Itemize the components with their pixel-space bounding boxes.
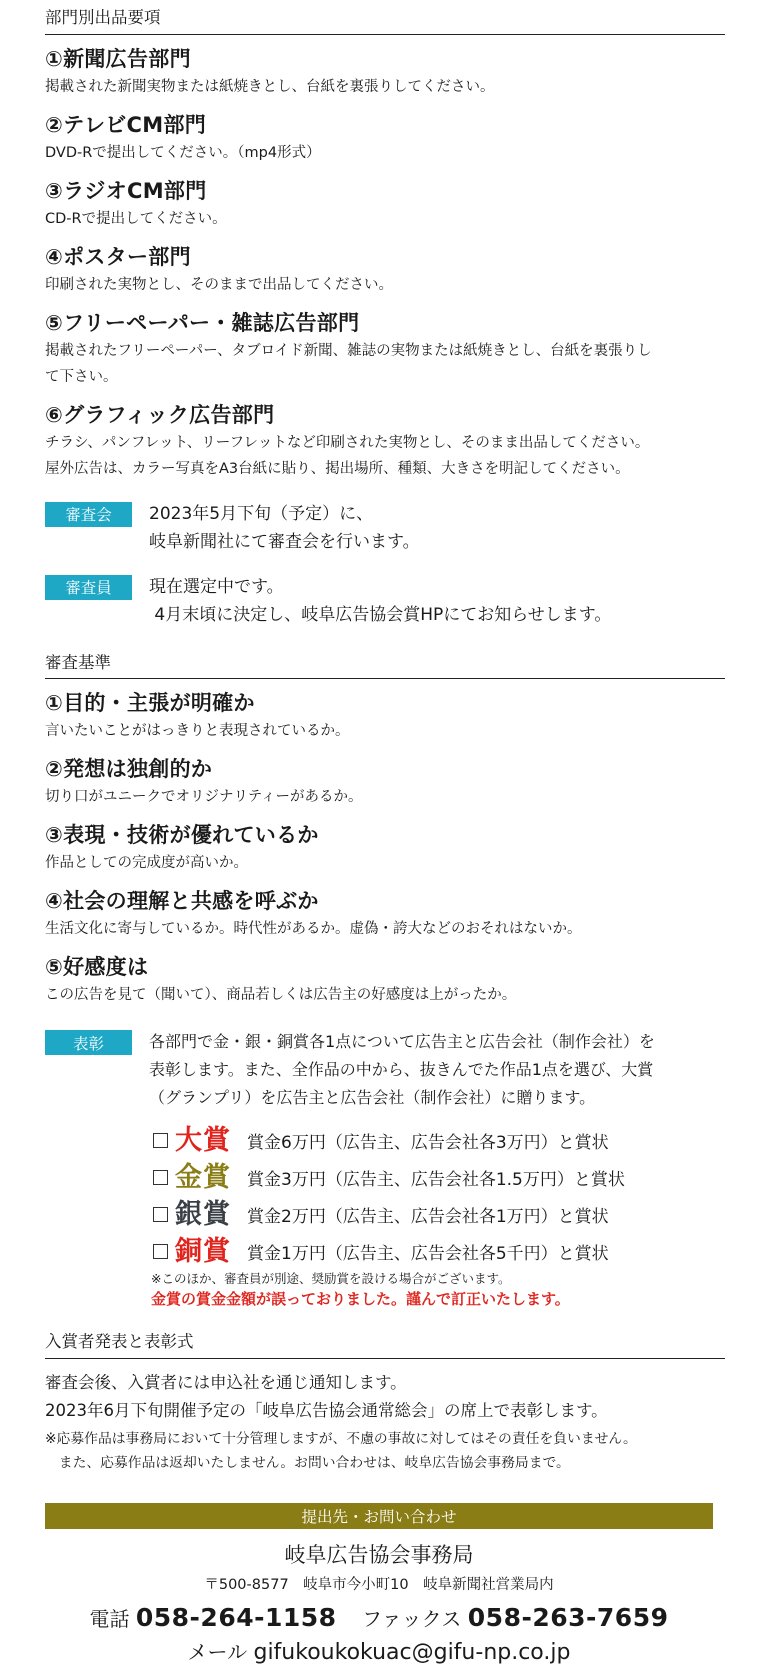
category-title: ①新聞広告部門 [45, 46, 191, 71]
judges-line: 現在選定中です。 [149, 576, 284, 597]
results-text [45, 1369, 725, 1425]
criteria-title: ②発想は独創的か [45, 757, 213, 781]
category-item [45, 310, 725, 390]
mail-label: メール [187, 1639, 248, 1664]
category-desc-line: 掲載されたフリーペーパー、タブロイド新聞、雑誌の実物または紙焼きとし、台紙を裏張りし [45, 342, 652, 359]
category-title: ⑥グラフィック広告部門 [45, 402, 275, 427]
judges-text [149, 573, 611, 629]
awards-line: 表彰します。また、全作品の中から、抜きんでた作品1点を選び、大賞 [149, 1060, 654, 1079]
categories-heading: 部門別出品要項 [45, 0, 725, 35]
review-meeting-badge: 審査会 [45, 502, 132, 527]
prize-name: 大賞 [175, 1125, 231, 1156]
review-meeting-line: 2023年5月下旬（予定）に、 [149, 503, 374, 524]
results-line: 審査会後、入賞者には申込社を通じ通知します。 [45, 1372, 407, 1392]
awards-line: 各部門で金・銀・銅賞各1点について広告主と広告会社（制作会社）を [149, 1032, 655, 1051]
prize-silver [151, 1196, 725, 1233]
criteria-item [45, 759, 725, 810]
awards-text [149, 1028, 655, 1112]
review-meeting-text [149, 500, 420, 556]
criteria-item [45, 957, 725, 1008]
contact-phone-line [45, 1601, 713, 1636]
prize-desc: 賞金2万円（広告主、広告会社各1万円）と賞状 [247, 1207, 609, 1227]
judges-row [45, 575, 725, 629]
results-heading: 入賞者発表と表彰式 [45, 1324, 725, 1359]
awards-note: ※このほか、審査員が別途、奨励賞を設ける場合がございます。 [151, 1271, 511, 1286]
category-desc-line: チラシ、パンフレット、リーフレットなど印刷された実物とし、そのまま出品してください。 [45, 434, 650, 451]
checkbox-icon [153, 1133, 168, 1148]
awards-line: （グランプリ）を広告主と広告会社（制作会社）に贈ります。 [149, 1088, 596, 1107]
prize-name: 銀賞 [175, 1199, 231, 1230]
criteria-title: ⑤好感度は [45, 955, 149, 979]
category-item [45, 244, 725, 298]
contact-org: 岐阜広告協会事務局 [284, 1542, 474, 1567]
category-desc: 掲載された新聞実物または紙焼きとし、台紙を裏張りしてください。 [45, 78, 495, 95]
judges-line: 4月末頃に決定し、岐阜広告協会賞HPにてお知らせします。 [149, 604, 612, 625]
checkbox-icon [153, 1244, 168, 1259]
criteria-desc: 切り口がユニークでオリジナリティーがあるか。 [45, 789, 363, 805]
results-note-line: また、応募作品は返却いたしません。お問い合わせは、岐阜広告協会事務局まで。 [45, 1454, 570, 1471]
contact-bar: 提出先・お問い合わせ [45, 1503, 713, 1529]
awards-badge: 表彰 [45, 1030, 132, 1055]
prize-desc: 賞金3万円（広告主、広告会社各1.5万円）と賞状 [247, 1170, 625, 1190]
category-item [45, 178, 725, 232]
prize-name: 金賞 [175, 1162, 231, 1193]
tel-label: 電話 [89, 1606, 130, 1631]
prize-name: 銅賞 [175, 1236, 231, 1267]
prize-gold [151, 1159, 725, 1196]
category-item [45, 402, 725, 482]
criteria-item [45, 825, 725, 876]
criteria-desc: 作品としての完成度が高いか。 [45, 855, 248, 871]
contact-address: 〒500-8577 岐阜市今小町10 岐阜新聞社営業局内 [204, 1576, 554, 1593]
prize-grand [151, 1122, 725, 1159]
correction-notice: 金賞の賞金金額が誤っておりました。謹んで訂正いたします。 [151, 1290, 570, 1308]
criteria-item [45, 891, 725, 942]
category-title: ④ポスター部門 [45, 244, 191, 269]
prize-desc: 賞金6万円（広告主、広告会社各3万円）と賞状 [247, 1133, 609, 1153]
review-meeting-row [45, 502, 725, 556]
review-meeting-line: 岐阜新聞社にて審査会を行います。 [149, 531, 420, 552]
category-item [45, 46, 725, 100]
criteria-title: ①目的・主張が明確か [45, 691, 255, 715]
fax-label: ファックス [362, 1606, 462, 1631]
checkbox-icon [153, 1207, 168, 1222]
results-line: 2023年6月下旬開催予定の「岐阜広告協会通常総会」の席上で表彰します。 [45, 1400, 608, 1420]
tel-number[interactable]: 058-264-1158 [135, 1602, 337, 1632]
category-title: ⑤フリーペーパー・雑誌広告部門 [45, 310, 360, 335]
criteria-heading: 審査基準 [45, 645, 725, 680]
category-desc: CD-Rで提出してください。 [45, 210, 227, 227]
category-title: ③ラジオCM部門 [45, 178, 207, 203]
prize-list [151, 1122, 725, 1270]
prize-desc: 賞金1万円（広告主、広告会社各5千円）と賞状 [247, 1244, 609, 1264]
results-notes [45, 1427, 725, 1475]
category-desc [45, 430, 725, 482]
criteria-desc: この広告を見て（聞いて）、商品若しくは広告主の好感度は上がったか。 [45, 987, 517, 1003]
category-desc [45, 338, 725, 390]
fax-number[interactable]: 058-263-7659 [467, 1602, 669, 1632]
category-title: ②テレビCM部門 [45, 112, 207, 137]
judges-badge: 審査員 [45, 575, 132, 600]
document [45, 0, 725, 1669]
category-item [45, 112, 725, 166]
category-desc-line: て下さい。 [45, 368, 118, 385]
awards-row [45, 1030, 725, 1112]
mail-address[interactable]: gifukoukokuac@gifu-np.co.jp [253, 1639, 571, 1665]
prize-bronze [151, 1233, 725, 1270]
checkbox-icon [153, 1170, 168, 1185]
criteria-title: ④社会の理解と共感を呼ぶか [45, 889, 319, 913]
criteria-desc: 言いたいことがはっきりと表現されているか。 [45, 723, 350, 739]
category-desc-line: 屋外広告は、カラー写真をA3台紙に貼り、掲出場所、種類、大きさを明記してください。 [45, 460, 630, 477]
results-note-line: ※応募作品は事務局において十分管理しますが、不慮の事故に対してはその責任を負いません。 [45, 1430, 637, 1447]
category-desc: DVD-Rで提出してください。（mp4形式） [45, 144, 321, 161]
criteria-title: ③表現・技術が優れているか [45, 823, 319, 847]
criteria-desc: 生活文化に寄与しているか。時代性があるか。虚偽・誇大などのおそれはないか。 [45, 921, 582, 937]
criteria-item [45, 693, 725, 744]
contact-mail-line [45, 1636, 713, 1669]
category-desc: 印刷された実物とし、そのままで出品してください。 [45, 276, 393, 293]
